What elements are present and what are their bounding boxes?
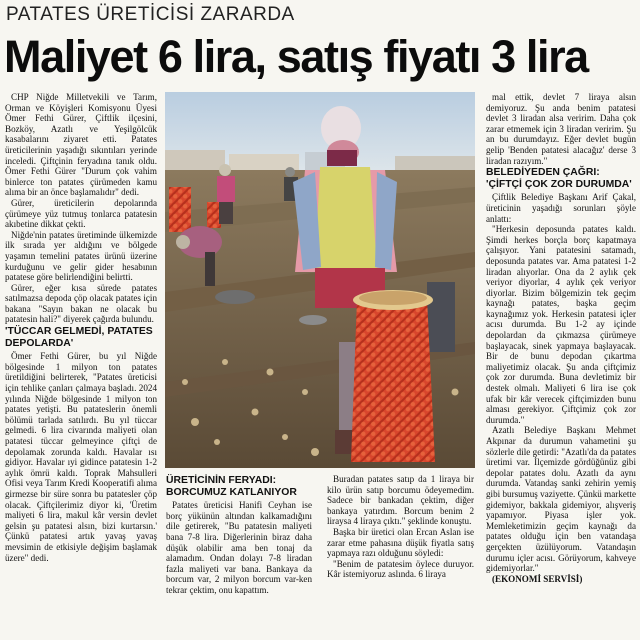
paragraph: Azatlı Belediye Başkanı Mehmet Akpınar da durumun vahametini şu sözlerle dile getirdi: "Azatlı'da da patates üretimi var. İlçemizde gördüğünüz gibi depolar patates dolu. Azatlı da aynı durumda. Vatandaş sanki zehirin yemiş gibi bursumuş vaziyette. Çünkü markette gidemiyor, bakkala gidemiyor, alışveriş yapamıyor. Piyasa işler yok. Memleketimizin geçim kaynağı da patates olduğu için ben vatandaşa gerçekten üzülüyorum. Vatandaşın durumu içler acısı. Görüyorum, kahveye gidemiyorlar." — [486, 425, 636, 574]
paragraph: "Herkesin deposunda patates kaldı. Şimdi herkes borçla borç kapatmaya çalışıyor. Yani patatesini satamadı, deposunda patates var. Ama patatesi 1-2 liradan alıyorlar. Ona da 2 aylık çek veriyor diyorlar, 4 aylık çek veriyor diyorlar. Bizim bölgemizin tek geçim kaynağı patates, başka geçim kaynağımız yok. Herkesin patatesi içler acısı durumda. Bu 1-2 ay içinde depolardan da çıkmazsa çürümeye başlayacak, sinek yapmaya başlayacak. Bir de bunu depodan çıkartma maliyetimiz olacak. Şu anda çiftçimiz çok zor durumda. Buna devletimiz bir destek olmalı. Maliyeti 6 lira ise çok ufak bir kâr verecek çiftçimizden bunu alması gerekiyor. Çiftçimiz çok zor durumda." — [486, 224, 636, 425]
paragraph: Buradan patates satıp da 1 liraya bir kilo ürün satıp borcumu ödeyemedim. Sadece bir bankadan çektim, diğer bankaya yatırdım. Borcum benim 2 liraysa 4 liraya çıktı." şeklinde konuştu. — [327, 474, 474, 527]
article-column-2 — [166, 474, 312, 596]
paragraph: Çiftlik Belediye Başkanı Arif Çakal, üreticinin yaşadığı sorunları şöyle anlattı: — [486, 192, 636, 224]
article-photo — [165, 92, 475, 468]
subheading: 'TÜCCAR GELMEDİ, PATATES DEPOLARDA' — [5, 326, 153, 349]
paragraph: CHP Niğde Milletvekili ve Tarım, Orman ve Köyişleri Komisyonu Üyesi Ömer Fethi Gürer, Çiftlik ilçesini, Bozköy, Azatlı ve Yeşilgölcük kasabalarını ziyaret etti. Patates üreticilerinin yaşadığı sıkıntıları yerinde inceledi. Çiftçinin feryadına tanık oldu. Ömer Fethi Gürer "Durum çok vahim binlerce ton patates çürümeden kamu alıma bir an önce başlamalıdır" dedi. — [5, 92, 157, 198]
headline: Maliyet 6 lira, satış fiyatı 3 lira — [4, 31, 588, 82]
paragraph: Gürer, eğer kısa sürede patates satılmazsa depoda çöp olacak patates için bakana "Sayın bakan ne olacak bu patatesin hali?" diyerek çağırda bulundu. — [5, 282, 157, 325]
paragraph: Niğde'nin patates üretiminde ülkemizde ilk sırada yer aldığını ve bölgede yaşamın temelini patates ürünü üzerine kurduğunu ve gelir gider hesabının patatese göre belirlendiğini belirtti. — [5, 229, 157, 283]
subheading: ÜRETİCİNİN FERYADI: BORCUMUZ KATLANIYOR — [166, 475, 297, 498]
paragraph: Başka bir üretici olan Ercan Aslan ise zarar etme pahasına düşük fiyatla satış yapmaya razı olduğunu söyledi: — [327, 526, 474, 559]
kicker-title: PATATES ÜRETİCİSİ ZARARDA — [6, 4, 295, 25]
paragraph: mal ettik, devlet 7 liraya alsın demiyoruz. Şu anda benim patatesi devlet 3 liradan alsa veririm. Daha çok zarar etmemek için 3 liradan veririm. Şu an bu durumdayız. Eğer devlet bugün gelip 'Benden patatesi alacağız' derse 3 liradan razıyım." — [486, 92, 636, 166]
article-column-3 — [327, 474, 474, 580]
paragraph: Gürer, üreticilerin depolarında çürümeye yüz tutmuş tonlarca patatesin akıbetine dikkat çekti. — [5, 197, 157, 230]
article-column-1 — [5, 92, 157, 563]
paragraph: Ömer Fethi Gürer, bu yıl Niğde bölgesinde 1 milyon ton patates üretildiğini belirterek, "Patates üreticisi için tehlike çanları çalmaya başladı. 2024 yılında Niğde bölgesinde 1 milyon ton patates yetişti. Bu patateslerin önemli bölümü tarlada satılırdı. Bu yıl tüccar gelmedi. 6 lira civarında maliyeti olan patatesi tüccar gelmeyince çiftçi de depolamak zorunda kaldı. Havalar ısı gidiyor. Havalar ıyi gidince patatesin 1-2 aylık ömrü kaldı. Toprak Mahsulleri Ofisi veya Tarım Kredi Kooperatifi alıma girmezse bir süre sonra bu patatesler çöp olacak. Çiftçilerimiz diyor ki, 'Üretim maliyeti 6 lira, makul kâr versin devlet gelsin şu patatesi alsın, bizi kurtarsın.' Çünkü patatesi artık yavaş yavaş mevsimin de etkisiyle değişim başlamak üzere" dedi. — [5, 351, 157, 563]
paragraph: Patates üreticisi Hanifi Ceyhan ise borç yükünün altından kalkamadığını dile getirerek, "Bu patatesin maliyeti bana 7-8 lira. Diğerlerinin biraz daha düşük olabilir ama ben tonaj da alamadım. Ondan dolayı 7-8 liradan fazla maliyeti var bana. Bankaya da borcum var, 2 milyon borcum var-ken tekrar çektim, onu kapattım. — [166, 500, 312, 595]
article-column-4 — [486, 92, 636, 584]
paragraph: "Benim de patatesim öylece duruyor. Kâr istemiyoruz aslında. 6 liraya — [327, 558, 474, 580]
byline-credit: (EKONOMİ SERVİSİ) — [492, 573, 583, 584]
subheading: BELEDİYEDEN ÇAĞRI: 'ÇİFTÇİ ÇOK ZOR DURUMDA' — [486, 167, 632, 190]
